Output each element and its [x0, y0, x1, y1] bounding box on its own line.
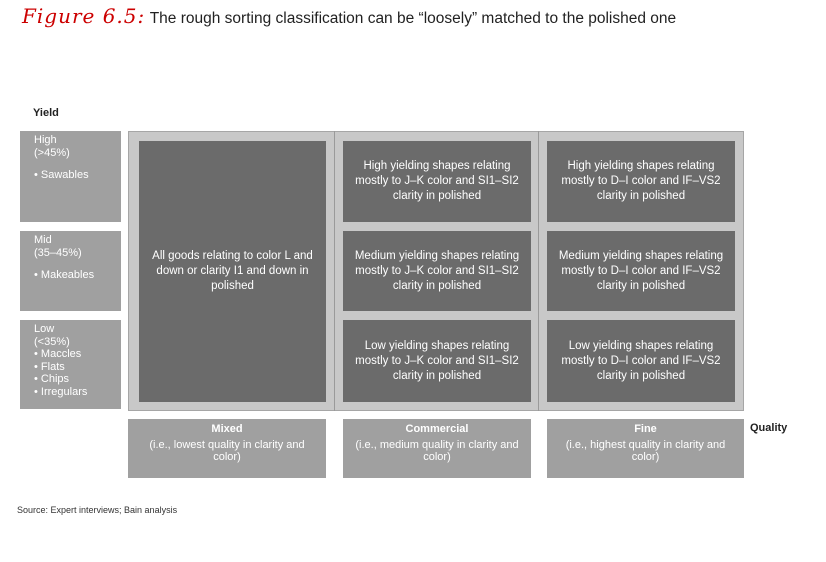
- yield-box-mid: [20, 231, 121, 311]
- yield-item: • Chips: [34, 373, 70, 385]
- yield-item: • Flats: [34, 360, 65, 373]
- yield-item: • Maccles: [34, 348, 82, 360]
- quality-box-mixed: [128, 419, 326, 478]
- yield-box-low: [20, 320, 121, 409]
- column-divider: [538, 131, 539, 411]
- cell-fine-low: Low yielding shapes relating mostly to D–I color and IF–VS2 clarity in polished: [547, 320, 735, 402]
- cell-fine-mid: Medium yielding shapes relating mostly to D–I color and IF–VS2 clarity in polished: [547, 231, 735, 311]
- yield-axis-label: Yield: [33, 107, 59, 119]
- yield-box-high: [20, 131, 121, 222]
- cell-commercial-high: High yielding shapes relating mostly to J–K color and SI1–SI2 clarity in polished: [343, 141, 531, 222]
- figure-title: [22, 4, 676, 34]
- yield-range: (35–45%): [34, 246, 82, 259]
- yield-name: Low: [34, 323, 55, 335]
- figure-label: Figure 6.5:: [22, 4, 146, 28]
- quality-desc: (i.e., lowest quality in clarity and color): [149, 438, 305, 463]
- yield-range: (<35%): [34, 335, 70, 348]
- cell-mixed: All goods relating to color L and down or clarity I1 and down in polished: [139, 141, 326, 402]
- yield-name: Mid: [34, 234, 52, 246]
- cell-commercial-low: Low yielding shapes relating mostly to J–K color and SI1–SI2 clarity in polished: [343, 320, 531, 402]
- cell-fine-high: High yielding shapes relating mostly to D–I color and IF–VS2 clarity in polished: [547, 141, 735, 222]
- quality-name: Mixed: [211, 423, 243, 435]
- quality-axis-label: Quality: [750, 422, 788, 434]
- cell-commercial-mid: Medium yielding shapes relating mostly to J–K color and SI1–SI2 clarity in polished: [343, 231, 531, 311]
- yield-item: • Makeables: [34, 269, 95, 281]
- yield-item: • Irregulars: [34, 385, 88, 398]
- yield-item: • Sawables: [34, 169, 89, 181]
- yield-name: High: [34, 134, 57, 146]
- quality-desc: (i.e., medium quality in clarity and color): [355, 438, 519, 463]
- quality-box-fine: [547, 419, 744, 478]
- source-note: Source: Expert interviews; Bain analysis: [17, 505, 178, 515]
- quality-name: Fine: [634, 423, 657, 435]
- title-text: The rough sorting classification can be “loosely” matched to the polished one: [149, 10, 677, 27]
- yield-range: (>45%): [34, 146, 70, 159]
- column-divider: [334, 131, 335, 411]
- quality-box-commercial: [343, 419, 531, 478]
- quality-name: Commercial: [405, 423, 469, 435]
- quality-desc: (i.e., highest quality in clarity and color): [565, 438, 726, 463]
